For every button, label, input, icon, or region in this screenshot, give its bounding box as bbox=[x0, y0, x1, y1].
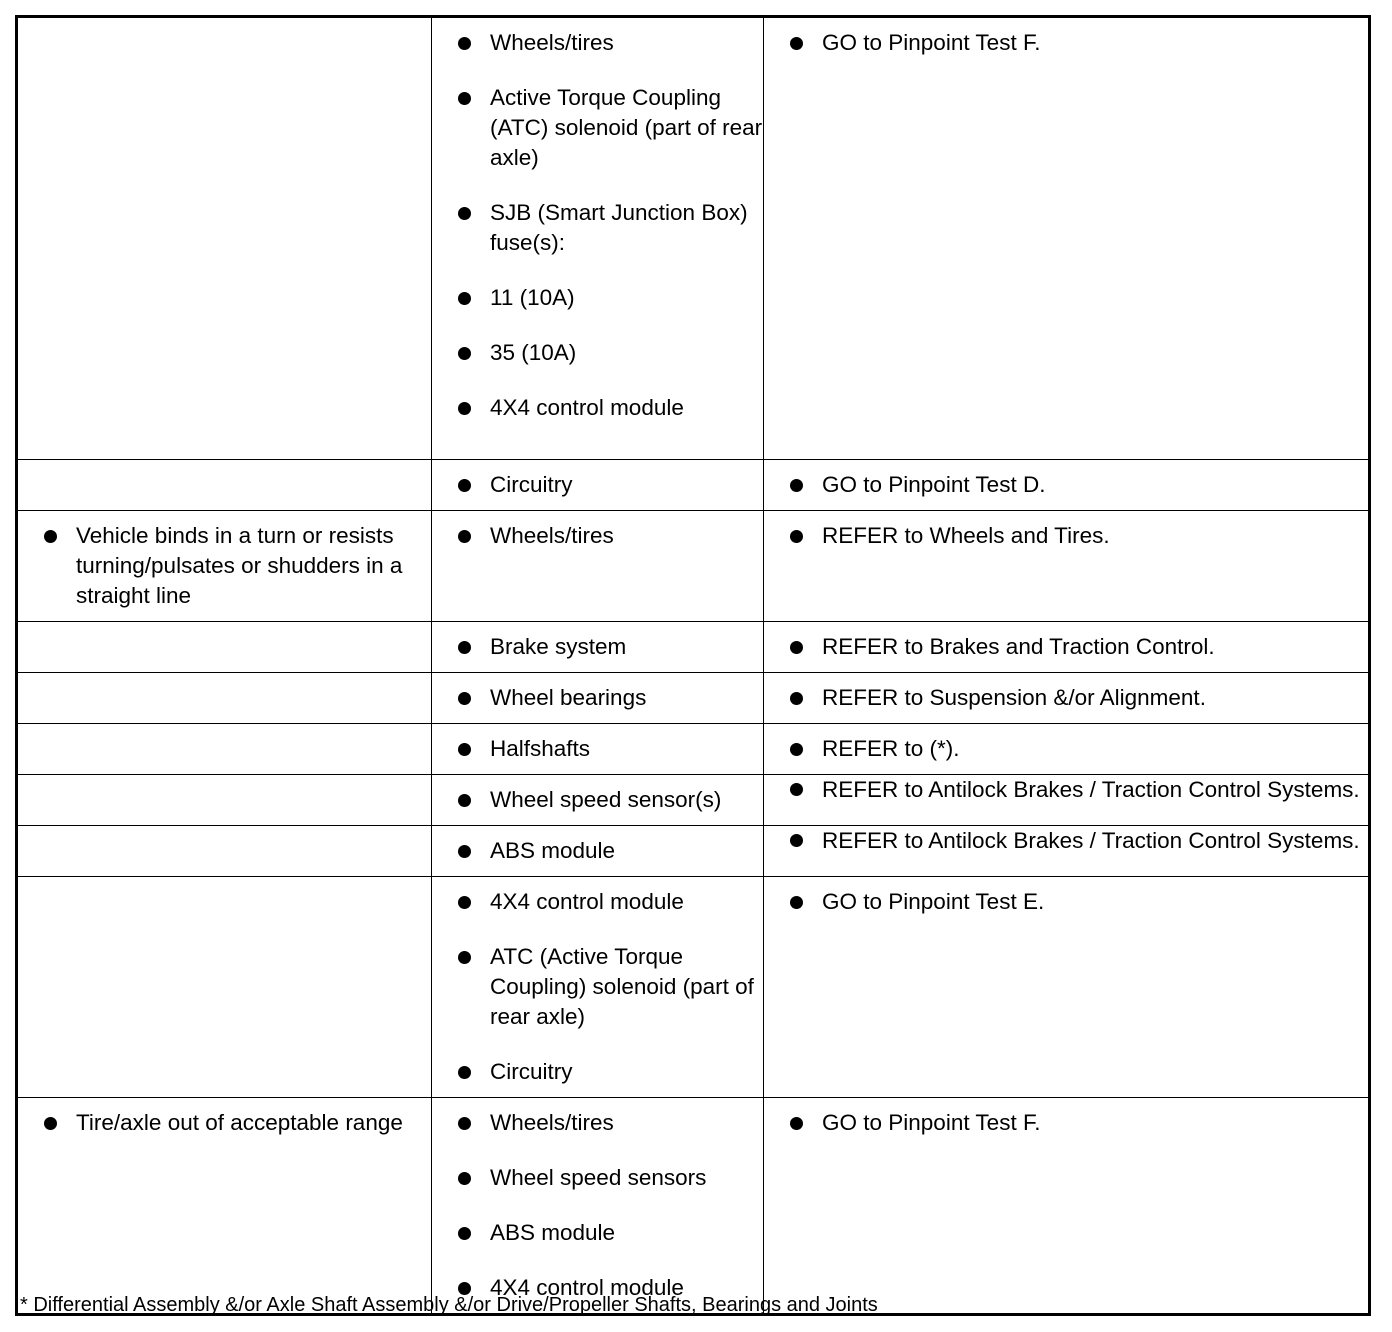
table-row bbox=[17, 511, 1370, 622]
list-item bbox=[764, 470, 1368, 500]
source-list bbox=[432, 877, 763, 1087]
list-item bbox=[432, 28, 763, 58]
bullet-icon bbox=[458, 92, 471, 105]
bullet-icon bbox=[458, 292, 471, 305]
list-item bbox=[432, 283, 763, 313]
action-cell bbox=[764, 673, 1370, 724]
source-cell bbox=[432, 622, 764, 673]
bullet-icon bbox=[790, 834, 803, 847]
source-text: ABS module bbox=[490, 838, 616, 863]
source-text: Wheel speed sensor(s) bbox=[490, 787, 722, 812]
symptom-cell bbox=[17, 511, 432, 622]
symptom-list bbox=[18, 1098, 431, 1138]
action-list bbox=[764, 18, 1368, 58]
bullet-icon bbox=[790, 37, 803, 50]
action-list bbox=[764, 877, 1368, 917]
bullet-icon bbox=[790, 1117, 803, 1130]
bullet-icon bbox=[790, 641, 803, 654]
action-text: REFER to Suspension &/or Alignment. bbox=[822, 685, 1206, 710]
table-row bbox=[17, 460, 1370, 511]
bullet-icon bbox=[458, 1172, 471, 1185]
source-text: 4X4 control module bbox=[490, 889, 684, 914]
bullet-icon bbox=[458, 1227, 471, 1240]
action-text: REFER to Brakes and Traction Control. bbox=[822, 634, 1215, 659]
source-text: 35 (10A) bbox=[490, 340, 577, 365]
source-text: Active Torque Coupling (ATC) solenoid (part of rear axle) bbox=[490, 85, 763, 170]
action-text: GO to Pinpoint Test E. bbox=[822, 889, 1045, 914]
symptom-cell bbox=[17, 826, 432, 877]
action-text: GO to Pinpoint Test F. bbox=[822, 1110, 1041, 1135]
source-text: Wheels/tires bbox=[490, 1110, 614, 1135]
source-text: Circuitry bbox=[490, 1059, 573, 1084]
source-list bbox=[432, 511, 763, 551]
source-cell bbox=[432, 877, 764, 1098]
source-text: 11 (10A) bbox=[490, 285, 575, 310]
source-text: ATC (Active Torque Coupling) solenoid (part of rear axle) bbox=[490, 944, 754, 1029]
list-item bbox=[432, 338, 763, 368]
list-item bbox=[764, 777, 1368, 802]
action-text: REFER to (*). bbox=[822, 736, 960, 761]
action-cell bbox=[764, 826, 1370, 877]
action-text: GO to Pinpoint Test F. bbox=[822, 30, 1041, 55]
symptom-cell bbox=[17, 460, 432, 511]
bullet-icon bbox=[790, 896, 803, 909]
list-item bbox=[764, 887, 1368, 917]
source-text: SJB (Smart Junction Box) fuse(s): bbox=[490, 200, 748, 255]
action-cell bbox=[764, 1098, 1370, 1315]
list-item bbox=[432, 683, 763, 713]
bullet-icon bbox=[458, 896, 471, 909]
list-item bbox=[432, 470, 763, 500]
symptom-cell bbox=[17, 724, 432, 775]
bullet-icon bbox=[458, 794, 471, 807]
action-text: GO to Pinpoint Test D. bbox=[822, 472, 1046, 497]
symptom-cell bbox=[17, 17, 432, 460]
bullet-icon bbox=[458, 347, 471, 360]
list-item bbox=[432, 734, 763, 764]
source-text: Wheels/tires bbox=[490, 30, 614, 55]
source-text: 4X4 control module bbox=[490, 395, 684, 420]
source-list bbox=[432, 622, 763, 662]
bullet-icon bbox=[458, 207, 471, 220]
action-list bbox=[764, 622, 1368, 662]
list-item bbox=[764, 734, 1368, 764]
list-item bbox=[18, 521, 431, 611]
action-list bbox=[764, 673, 1368, 713]
symptom-text: Tire/axle out of acceptable range bbox=[76, 1110, 403, 1135]
bullet-icon bbox=[458, 845, 471, 858]
bullet-icon bbox=[458, 641, 471, 654]
action-list bbox=[764, 775, 1368, 800]
source-list bbox=[432, 826, 763, 866]
list-item bbox=[432, 887, 763, 917]
source-text: Halfshafts bbox=[490, 736, 591, 761]
list-item bbox=[432, 1218, 763, 1248]
list-item bbox=[432, 1057, 763, 1087]
bullet-icon bbox=[458, 1066, 471, 1079]
source-list bbox=[432, 460, 763, 500]
source-cell bbox=[432, 460, 764, 511]
source-text: Wheel speed sensors bbox=[490, 1165, 707, 1190]
source-text: ABS module bbox=[490, 1220, 616, 1245]
footnote: * Differential Assembly &/or Axle Shaft Assembly &/or Drive/Propeller Shafts, Bearings and Joints bbox=[20, 1294, 878, 1316]
list-item bbox=[764, 632, 1368, 662]
bullet-icon bbox=[458, 479, 471, 492]
table-row bbox=[17, 877, 1370, 1098]
action-text: REFER to Antilock Brakes / Traction Control Systems. bbox=[822, 828, 1360, 853]
source-list bbox=[432, 775, 763, 815]
bullet-icon bbox=[44, 530, 57, 543]
source-text: Circuitry bbox=[490, 472, 573, 497]
source-cell bbox=[432, 775, 764, 826]
bullet-icon bbox=[458, 37, 471, 50]
list-item bbox=[764, 683, 1368, 713]
action-cell bbox=[764, 17, 1370, 460]
source-list bbox=[432, 724, 763, 764]
symptom-text: Vehicle binds in a turn or resists turning/pulsates or shudders in a straight line bbox=[76, 523, 403, 608]
symptom-cell bbox=[17, 673, 432, 724]
action-cell bbox=[764, 724, 1370, 775]
source-cell bbox=[432, 1098, 764, 1315]
table-row bbox=[17, 724, 1370, 775]
bullet-icon bbox=[458, 1117, 471, 1130]
table-row bbox=[17, 1098, 1370, 1315]
source-text: Wheels/tires bbox=[490, 523, 614, 548]
action-cell bbox=[764, 775, 1370, 826]
bullet-icon bbox=[790, 783, 803, 796]
diagnosis-table bbox=[15, 15, 1371, 1316]
source-cell bbox=[432, 724, 764, 775]
source-list bbox=[432, 1098, 763, 1303]
action-cell bbox=[764, 622, 1370, 673]
list-item bbox=[432, 836, 763, 866]
list-item bbox=[432, 198, 763, 258]
action-cell bbox=[764, 511, 1370, 622]
bullet-icon bbox=[790, 743, 803, 756]
action-text: REFER to Wheels and Tires. bbox=[822, 523, 1110, 548]
table-row bbox=[17, 775, 1370, 826]
list-item bbox=[432, 1108, 763, 1138]
table-body bbox=[17, 17, 1370, 1315]
source-cell bbox=[432, 17, 764, 460]
action-list bbox=[764, 460, 1368, 500]
table-row bbox=[17, 673, 1370, 724]
bullet-icon bbox=[44, 1117, 57, 1130]
list-item bbox=[764, 28, 1368, 58]
source-cell bbox=[432, 673, 764, 724]
bullet-icon bbox=[458, 951, 471, 964]
list-item bbox=[18, 1108, 431, 1138]
list-item bbox=[432, 942, 763, 1032]
list-item bbox=[764, 521, 1368, 551]
list-item bbox=[432, 393, 763, 423]
list-item bbox=[432, 521, 763, 551]
list-item bbox=[432, 1163, 763, 1193]
source-cell bbox=[432, 511, 764, 622]
bullet-icon bbox=[790, 692, 803, 705]
list-item bbox=[432, 632, 763, 662]
list-item bbox=[764, 1108, 1368, 1138]
table-row bbox=[17, 622, 1370, 673]
symptom-cell bbox=[17, 877, 432, 1098]
action-list bbox=[764, 1098, 1368, 1138]
bullet-icon bbox=[458, 402, 471, 415]
table-row bbox=[17, 826, 1370, 877]
symptom-cell bbox=[17, 1098, 432, 1315]
source-list bbox=[432, 18, 763, 423]
bullet-icon bbox=[458, 692, 471, 705]
action-cell bbox=[764, 460, 1370, 511]
bullet-icon bbox=[790, 479, 803, 492]
source-cell bbox=[432, 826, 764, 877]
list-item bbox=[764, 828, 1368, 853]
action-list bbox=[764, 724, 1368, 764]
action-text: REFER to Antilock Brakes / Traction Control Systems. bbox=[822, 777, 1360, 802]
source-text: 4X4 control module bbox=[490, 1275, 684, 1300]
list-item bbox=[432, 83, 763, 173]
symptom-cell bbox=[17, 775, 432, 826]
action-list bbox=[764, 511, 1368, 551]
source-list bbox=[432, 673, 763, 713]
bullet-icon bbox=[790, 530, 803, 543]
bullet-icon bbox=[458, 743, 471, 756]
list-item bbox=[432, 785, 763, 815]
action-list bbox=[764, 826, 1368, 851]
table-row bbox=[17, 17, 1370, 460]
symptom-list bbox=[18, 511, 431, 611]
source-text: Wheel bearings bbox=[490, 685, 647, 710]
symptom-cell bbox=[17, 622, 432, 673]
source-text: Brake system bbox=[490, 634, 627, 659]
action-cell bbox=[764, 877, 1370, 1098]
bullet-icon bbox=[458, 530, 471, 543]
